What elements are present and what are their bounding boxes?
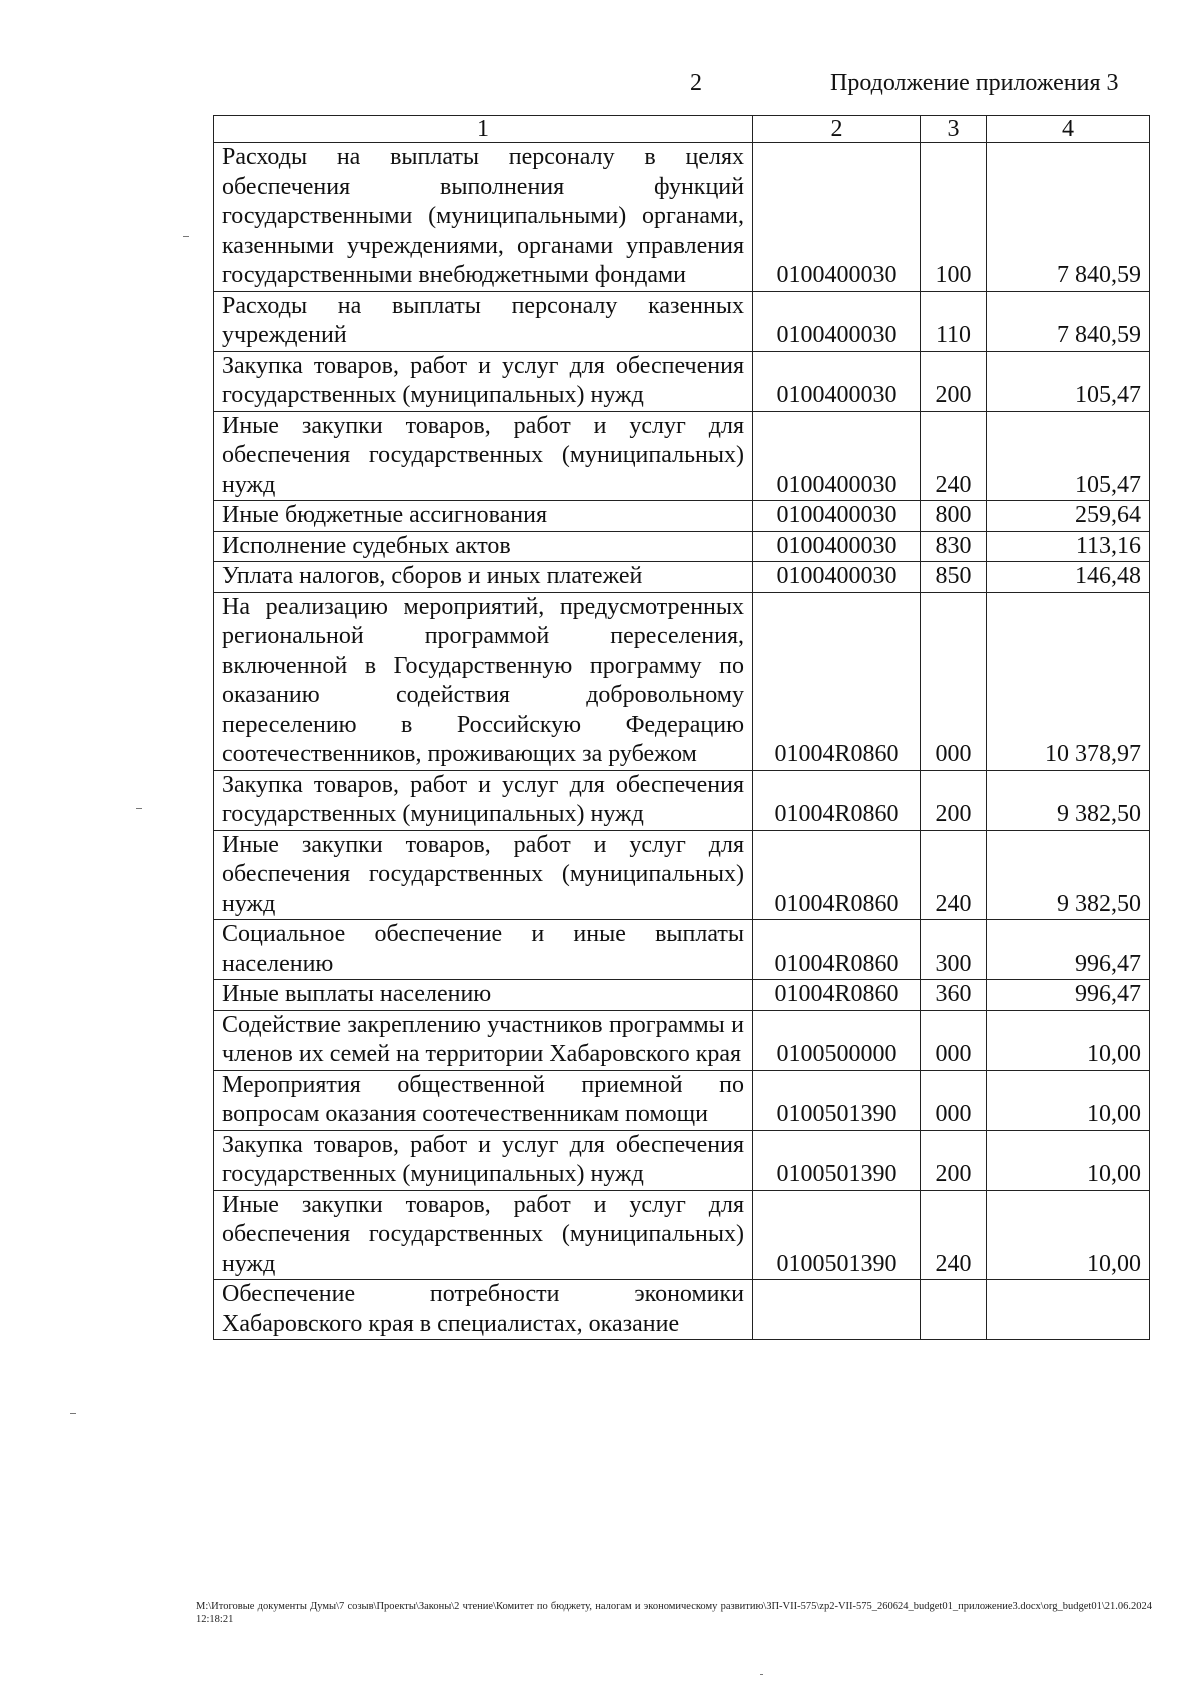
- row-amount: 146,48: [987, 562, 1150, 593]
- row-code: [753, 1280, 921, 1340]
- row-code: 0100501390: [753, 1130, 921, 1190]
- row-amount: 10,00: [987, 1190, 1150, 1280]
- row-expense-type: 200: [921, 351, 987, 411]
- row-description: Содействие закреплению участников программы и членов их семей на территории Хабаровского края: [214, 1010, 753, 1070]
- row-amount: 10,00: [987, 1130, 1150, 1190]
- table-row: [214, 1010, 1150, 1070]
- row-description: Обеспечение потребности экономики Хабаровского края в специалистах, оказание: [214, 1280, 753, 1340]
- row-description: Иные закупки товаров, работ и услуг для обеспечения государственных (муниципальных) нужд: [214, 411, 753, 501]
- row-code: 0100400030: [753, 291, 921, 351]
- row-code: 0100400030: [753, 351, 921, 411]
- row-amount: 9 382,50: [987, 770, 1150, 830]
- file-path-footer: М:\Итоговые документы Думы\7 созыв\Проекты\Законы\2 чтение\Комитет по бюджету, налогам и экономическому развитию\ЗП-VII-575\zp2-VII-575_260624_budget01_приложение3.docx\org_budget01\21.06.2024 12:18:21: [196, 1601, 1152, 1625]
- row-code: 0100500000: [753, 1010, 921, 1070]
- table-row: [214, 980, 1150, 1011]
- table-row: [214, 411, 1150, 501]
- row-amount: 105,47: [987, 351, 1150, 411]
- row-code: 0100400030: [753, 531, 921, 562]
- row-description: Иные закупки товаров, работ и услуг для обеспечения государственных (муниципальных) нужд: [214, 830, 753, 920]
- column-header-1: 1: [214, 116, 753, 143]
- page-number: 2: [690, 70, 702, 96]
- row-amount: 7 840,59: [987, 291, 1150, 351]
- row-expense-type: 360: [921, 980, 987, 1011]
- row-amount: 996,47: [987, 980, 1150, 1011]
- margin-mark: [136, 808, 142, 809]
- row-amount: 105,47: [987, 411, 1150, 501]
- row-description: Закупка товаров, работ и услуг для обеспечения государственных (муниципальных) нужд: [214, 770, 753, 830]
- row-code: 0100400030: [753, 562, 921, 593]
- budget-table: [213, 115, 1150, 1340]
- row-expense-type: 100: [921, 143, 987, 292]
- row-code: 0100501390: [753, 1190, 921, 1280]
- row-amount: 10,00: [987, 1070, 1150, 1130]
- row-amount: 7 840,59: [987, 143, 1150, 292]
- margin-mark: [70, 1413, 76, 1414]
- row-code: 01004R0860: [753, 592, 921, 770]
- row-amount: [987, 1280, 1150, 1340]
- margin-mark: [183, 236, 189, 237]
- column-header-3: 3: [921, 116, 987, 143]
- row-expense-type: 850: [921, 562, 987, 593]
- table-row: [214, 1070, 1150, 1130]
- row-code: 0100400030: [753, 143, 921, 292]
- page-header: Продолжение приложения 3: [830, 70, 1119, 96]
- table-row: [214, 291, 1150, 351]
- table-row: [214, 531, 1150, 562]
- row-code: 01004R0860: [753, 980, 921, 1011]
- row-amount: 9 382,50: [987, 830, 1150, 920]
- column-header-2: 2: [753, 116, 921, 143]
- row-description: Исполнение судебных актов: [214, 531, 753, 562]
- row-amount: 10,00: [987, 1010, 1150, 1070]
- row-expense-type: [921, 1280, 987, 1340]
- table-row: [214, 1130, 1150, 1190]
- row-amount: 996,47: [987, 920, 1150, 980]
- row-description: Иные закупки товаров, работ и услуг для обеспечения государственных (муниципальных) нужд: [214, 1190, 753, 1280]
- table-row: [214, 562, 1150, 593]
- row-amount: 259,64: [987, 501, 1150, 532]
- row-amount: 10 378,97: [987, 592, 1150, 770]
- row-expense-type: 830: [921, 531, 987, 562]
- row-code: 01004R0860: [753, 770, 921, 830]
- table-row: [214, 770, 1150, 830]
- row-description: Социальное обеспечение и иные выплаты населению: [214, 920, 753, 980]
- row-description: Закупка товаров, работ и услуг для обеспечения государственных (муниципальных) нужд: [214, 1130, 753, 1190]
- row-expense-type: 240: [921, 830, 987, 920]
- header-row: [214, 116, 1150, 143]
- table-row: [214, 351, 1150, 411]
- row-description: Иные выплаты населению: [214, 980, 753, 1011]
- row-code: 01004R0860: [753, 830, 921, 920]
- row-expense-type: 000: [921, 1070, 987, 1130]
- table-row: [214, 1280, 1150, 1340]
- row-description: Мероприятия общественной приемной по вопросам оказания соотечественникам помощи: [214, 1070, 753, 1130]
- row-expense-type: 240: [921, 411, 987, 501]
- row-description: На реализацию мероприятий, предусмотренных региональной программой переселения, включенной в Государственную программу по оказанию содействия добровольному переселению в Российскую Федерацию соотечественников, проживающих за рубежом: [214, 592, 753, 770]
- row-expense-type: 000: [921, 1010, 987, 1070]
- row-code: 0100400030: [753, 501, 921, 532]
- row-expense-type: 200: [921, 1130, 987, 1190]
- table-row: [214, 1190, 1150, 1280]
- row-description: Закупка товаров, работ и услуг для обеспечения государственных (муниципальных) нужд: [214, 351, 753, 411]
- row-description: Расходы на выплаты персоналу казенных учреждений: [214, 291, 753, 351]
- table-row: [214, 920, 1150, 980]
- table-row: [214, 501, 1150, 532]
- row-expense-type: 110: [921, 291, 987, 351]
- table-row: [214, 830, 1150, 920]
- table-row: [214, 592, 1150, 770]
- row-description: Иные бюджетные ассигнования: [214, 501, 753, 532]
- row-expense-type: 000: [921, 592, 987, 770]
- margin-mark: [760, 1674, 763, 1675]
- row-description: Уплата налогов, сборов и иных платежей: [214, 562, 753, 593]
- row-expense-type: 200: [921, 770, 987, 830]
- table-row: [214, 143, 1150, 292]
- column-header-4: 4: [987, 116, 1150, 143]
- row-code: 0100400030: [753, 411, 921, 501]
- row-description: Расходы на выплаты персоналу в целях обеспечения выполнения функций государственными (муниципальными) органами, казенными учреждениями, органами управления государственными внебюджетными фондами: [214, 143, 753, 292]
- row-code: 0100501390: [753, 1070, 921, 1130]
- row-expense-type: 800: [921, 501, 987, 532]
- row-expense-type: 240: [921, 1190, 987, 1280]
- row-amount: 113,16: [987, 531, 1150, 562]
- row-expense-type: 300: [921, 920, 987, 980]
- row-code: 01004R0860: [753, 920, 921, 980]
